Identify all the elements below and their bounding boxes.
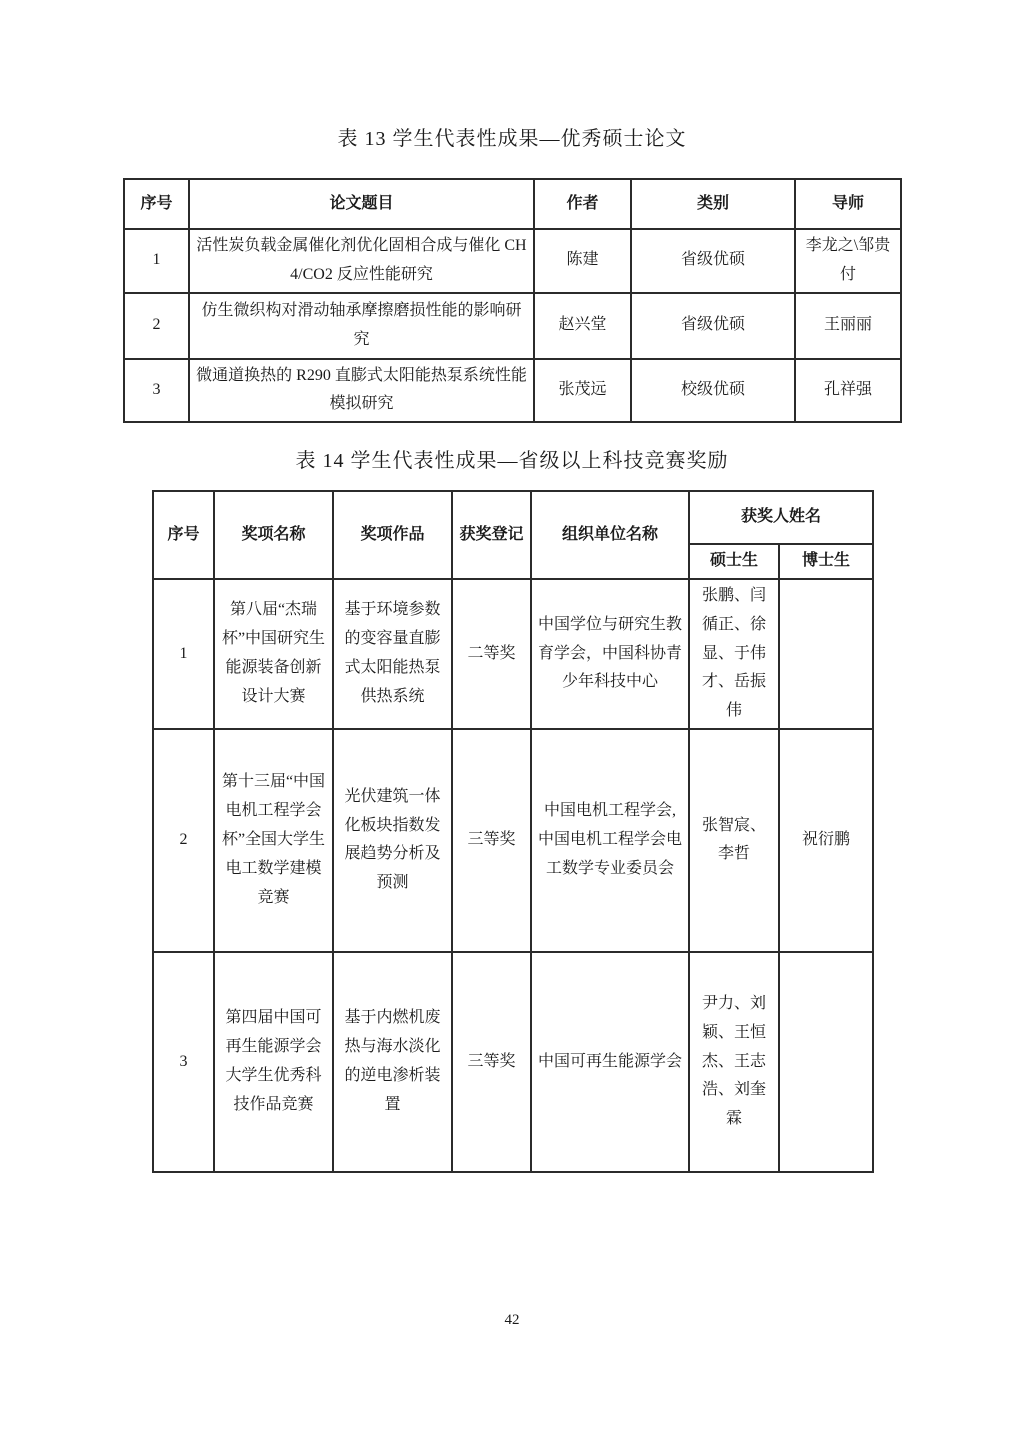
table13 [123, 178, 902, 423]
table-row [153, 952, 873, 1172]
table-row [124, 229, 901, 293]
cell-award-record: 三等奖 [452, 729, 531, 952]
table14-header-award-work: 奖项作品 [333, 491, 452, 579]
cell-organizer: 中国学位与研究生教育学会，中国科协青少年科技中心 [531, 579, 689, 729]
table14 [152, 490, 874, 1173]
cell-award-record: 三等奖 [452, 952, 531, 1172]
cell-seq: 2 [153, 729, 214, 952]
table13-title: 表 13 学生代表性成果—优秀硕士论文 [337, 128, 687, 150]
cell-seq: 3 [153, 952, 214, 1172]
table14-header-doctors: 博士生 [779, 544, 873, 579]
table14-title: 表 14 学生代表性成果—省级以上科技竞赛奖励 [295, 450, 729, 472]
cell-doctors [779, 952, 873, 1172]
cell-thesis-title: 活性炭负载金属催化剂优化固相合成与催化 CH4/CO2 反应性能研究 [189, 229, 534, 293]
table13-header-category: 类别 [631, 179, 795, 229]
cell-award-name: 第八届“杰瑞杯”中国研究生能源装备创新设计大赛 [214, 579, 333, 729]
table14-header-row-top [153, 491, 873, 544]
table-row [153, 579, 873, 729]
table13-header-author: 作者 [534, 179, 631, 229]
cell-advisor: 孔祥强 [795, 359, 901, 423]
cell-organizer: 中国电机工程学会,中国电机工程学会电工数学专业委员会 [531, 729, 689, 952]
cell-award-record: 二等奖 [452, 579, 531, 729]
cell-thesis-title: 微通道换热的 R290 直膨式太阳能热泵系统性能模拟研究 [189, 359, 534, 423]
cell-seq: 2 [124, 293, 189, 359]
table-row [124, 359, 901, 423]
cell-doctors: 祝衍鹏 [779, 729, 873, 952]
cell-masters: 尹力、刘颖、王恒杰、王志浩、刘奎霖 [689, 952, 779, 1172]
table14-header-seq: 序号 [153, 491, 214, 579]
cell-category: 省级优硕 [631, 229, 795, 293]
cell-thesis-title: 仿生微织构对滑动轴承摩擦磨损性能的影响研究 [189, 293, 534, 359]
table14-header-award-name: 奖项名称 [214, 491, 333, 579]
cell-masters: 张鹏、闫循正、徐显、于伟才、岳振伟 [689, 579, 779, 729]
cell-advisor: 李龙之\邹贵付 [795, 229, 901, 293]
cell-seq: 1 [153, 579, 214, 729]
cell-seq: 3 [124, 359, 189, 423]
cell-award-name: 第十三届“中国电机工程学会杯”全国大学生电工数学建模竞赛 [214, 729, 333, 952]
page-number: 42 [504, 1312, 520, 1328]
cell-award-name: 第四届中国可再生能源学会大学生优秀科技作品竞赛 [214, 952, 333, 1172]
table13-header-seq: 序号 [124, 179, 189, 229]
table13-header-thesis: 论文题目 [189, 179, 534, 229]
cell-category: 校级优硕 [631, 359, 795, 423]
cell-award-work: 基于内燃机废热与海水淡化的逆电渗析装置 [333, 952, 452, 1172]
table13-header-advisor: 导师 [795, 179, 901, 229]
cell-award-work: 基于环境参数的变容量直膨式太阳能热泵供热系统 [333, 579, 452, 729]
cell-author: 陈建 [534, 229, 631, 293]
table14-header-winners-group: 获奖人姓名 [689, 491, 873, 544]
cell-organizer: 中国可再生能源学会 [531, 952, 689, 1172]
cell-category: 省级优硕 [631, 293, 795, 359]
cell-seq: 1 [124, 229, 189, 293]
table14-header-award-record: 获奖登记 [452, 491, 531, 579]
cell-author: 张茂远 [534, 359, 631, 423]
cell-masters: 张智宸、李哲 [689, 729, 779, 952]
table14-header-organizer: 组织单位名称 [531, 491, 689, 579]
table-row [124, 293, 901, 359]
cell-doctors [779, 579, 873, 729]
table-row [153, 729, 873, 952]
table14-header-masters: 硕士生 [689, 544, 779, 579]
cell-author: 赵兴堂 [534, 293, 631, 359]
cell-award-work: 光伏建筑一体化板块指数发展趋势分析及预测 [333, 729, 452, 952]
cell-advisor: 王丽丽 [795, 293, 901, 359]
table13-header-row [124, 179, 901, 229]
